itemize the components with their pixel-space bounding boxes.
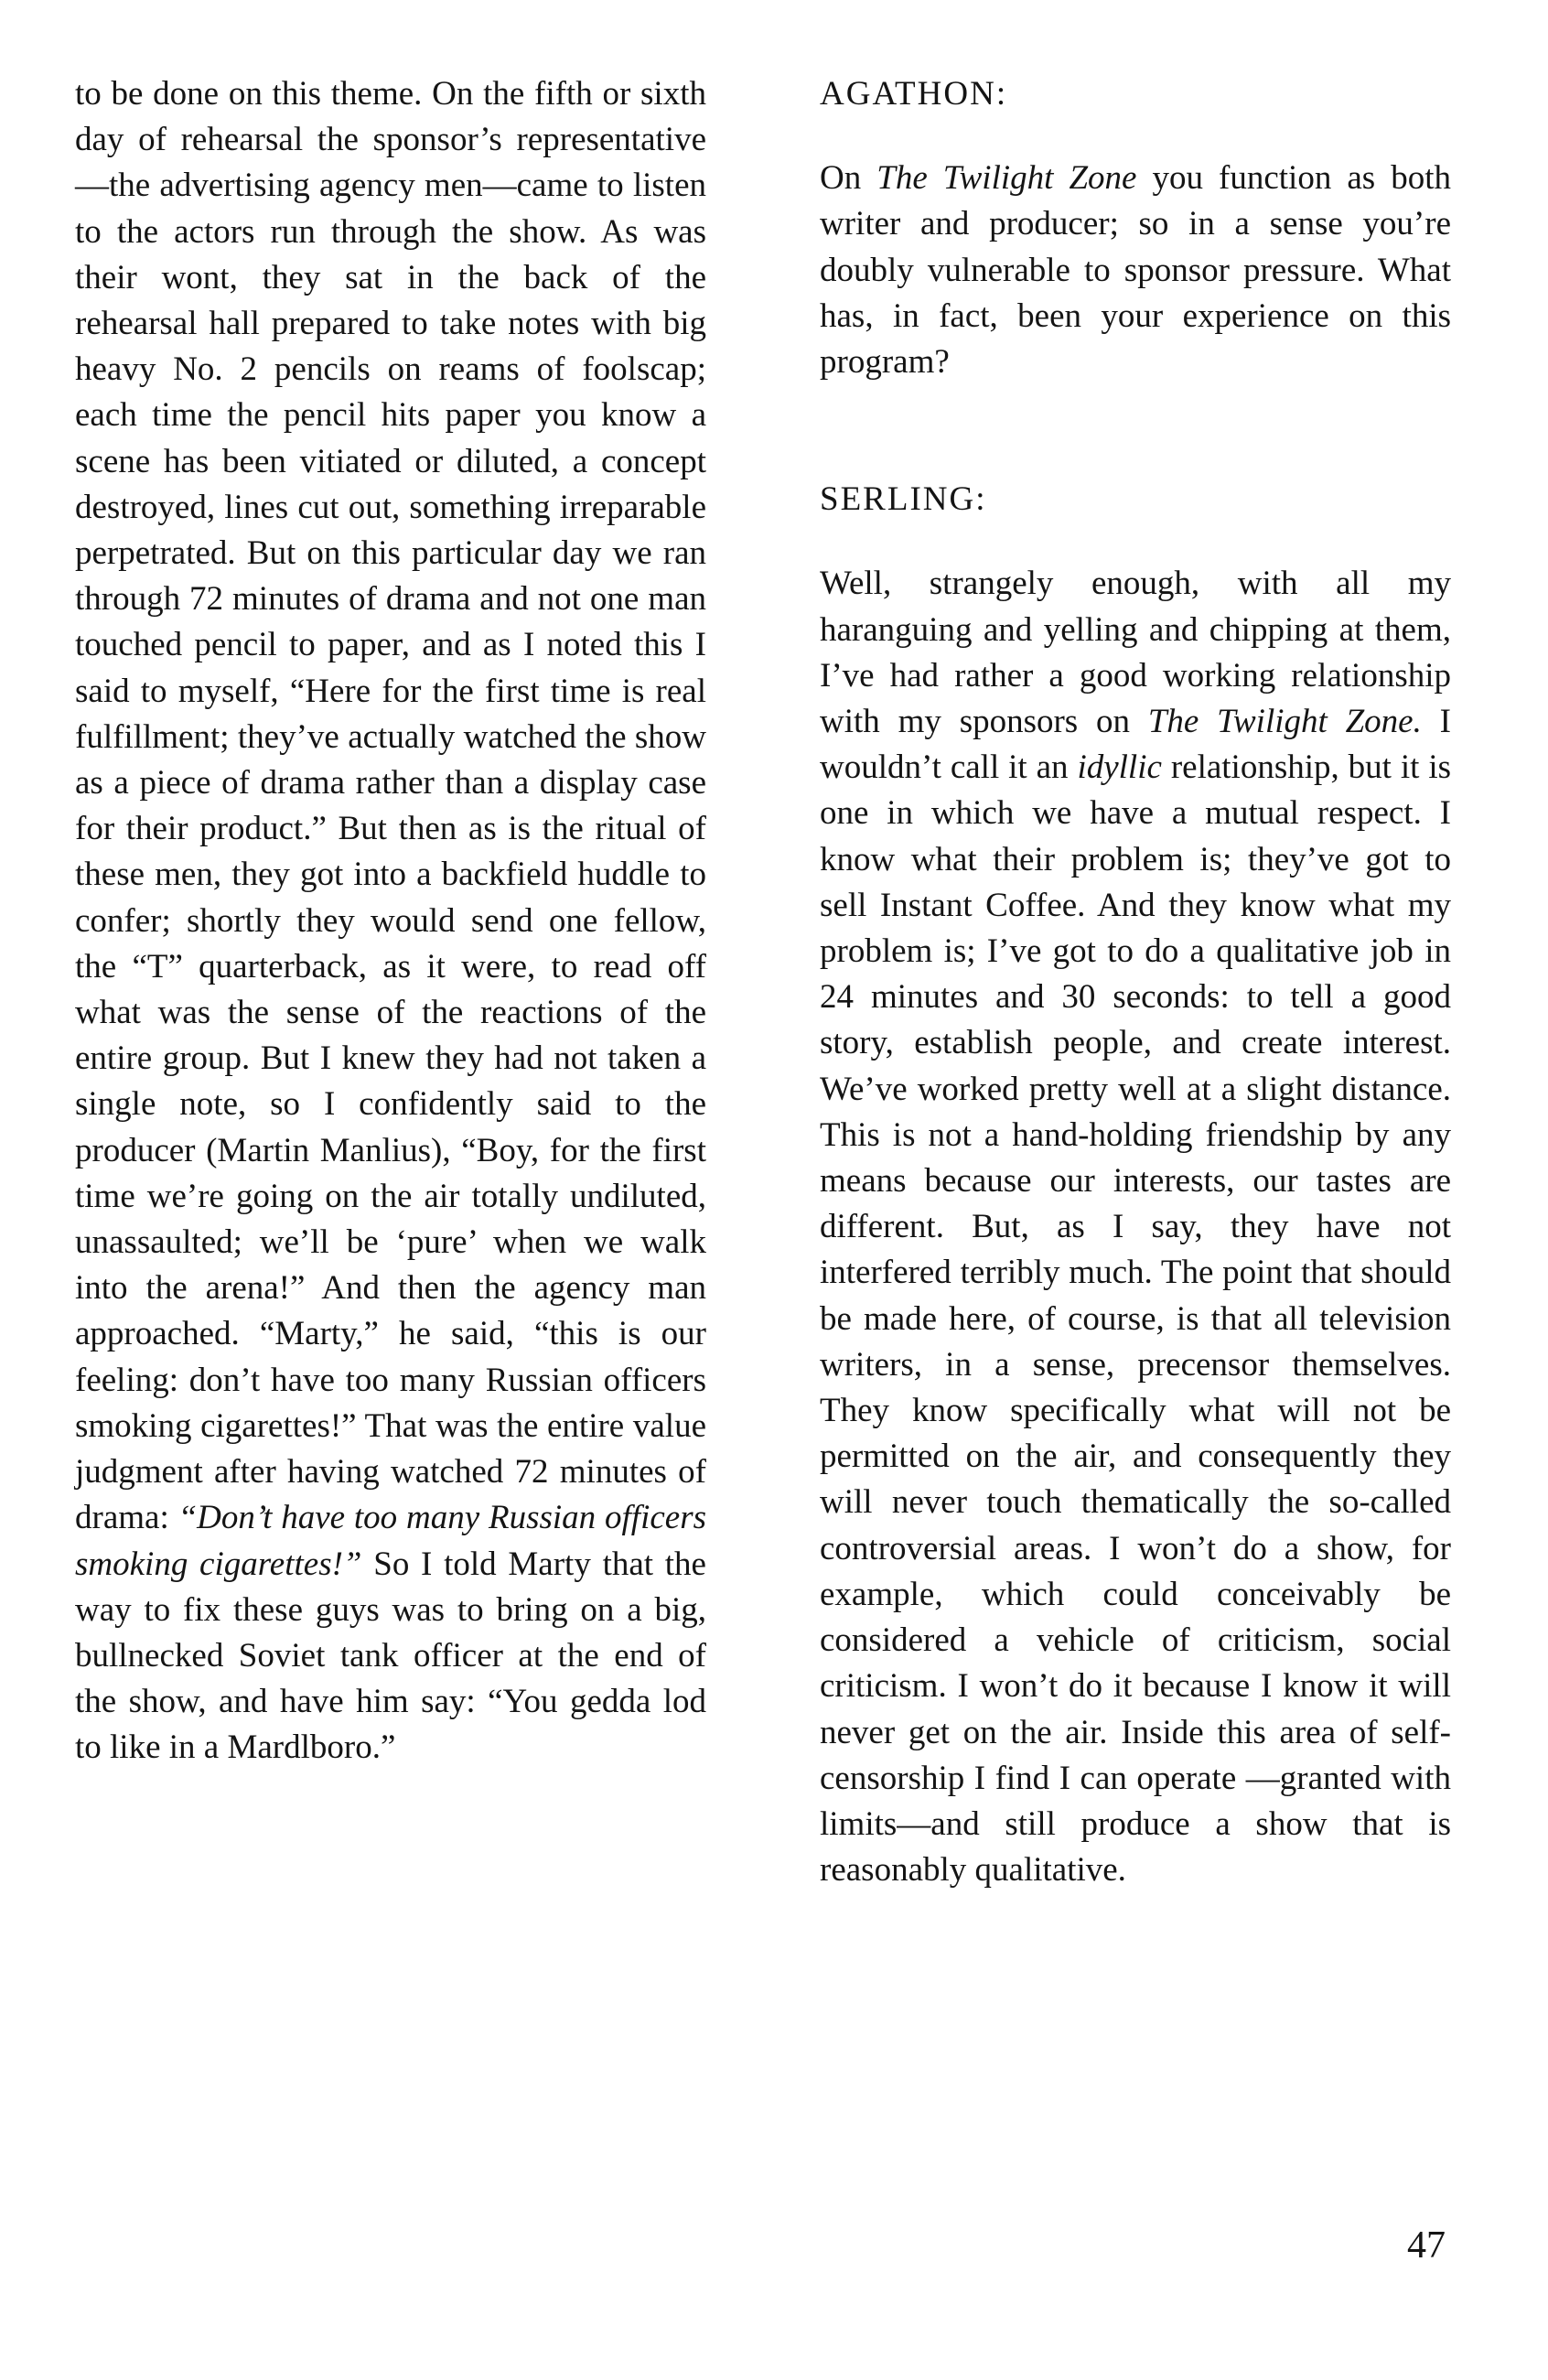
left-column — [75, 71, 706, 1772]
paragraph-text: relationship, but it is one in which we have a mutual respect. I know what their problem is; they’ve got to sell Instant Coffee. And they know what my problem is; I’ve got to do a qualitative job in 24 minutes and 30 seconds: to tell a good story, establish people, and create interest. We’ve worked pretty well at a slight distance. This is not a hand-holding friendship by any means because our interests, our tastes are different. But, as I say, they have not interfered terribly much. The point that should be made here, of course, is that all television writers, in a sense, precensor themselves. They know specifically what will not be permitted on the air, and consequently they will never touch thematically the so-called controversial areas. I won’t do a show, for example, which could conceivably be considered a vehicle of criticism, social criticism. I won’t do it because I know it will never get on the air. Inside this area of self-censorship I find I can operate —granted with limits—and still produce a show that is reasonably qualitative. — [820, 748, 1451, 1890]
right-column — [820, 71, 1451, 1893]
paragraph-text: to be done on this theme. On the fifth or sixth day of rehearsal the sponsor’s representative—the advertising agency men—came to listen to the actors run through the show. As was their wont, they sat in the back of the rehearsal hall prepared to take notes with big heavy No. 2 pencils on reams of foolscap; each time the pencil hits paper you know a scene has been vitiated or diluted, a concept destroyed, lines cut out, something irreparable perpetrated. But on this particular day we ran through 72 minutes of drama and not one man touched pencil to paper, and as I noted this I said to myself, “Here for the first time is real fulfillment; they’ve actually watched the show as a piece of drama rather than a display case for their product.” But then as is the ritual of these men, they got into a backfield huddle to confer; shortly they would send one fellow, the “T” quarterback, as it were, to read off what was the sense of the reactions of the entire group. But I knew they had not taken a single note, so I confidently said to the producer (Martin Manlius), “Boy, for the first time we’re going on the air totally undiluted, unassaulted; we’ll be ‘pure’ when we walk into the arena!” And then the agency man approached. “Marty,” he said, “this is our feeling: don’t have too many Russian officers smoking cigarettes!” That was the entire value judgment after having watched 72 minutes of drama: — [75, 75, 706, 1537]
spacer — [820, 522, 1451, 561]
paragraph-text: you function as both writer and producer; so in a sense you’re doubly vulnerable to sponsor pressure. What has, in fact, been your experience on this program? — [820, 159, 1451, 382]
spacer — [820, 117, 1451, 156]
question-paragraph — [820, 156, 1451, 385]
paragraph-text: Well, strangely enough, with all my haranguing and yelling and chipping at them, I’ve had rather a good working relationship with my sponsors on — [820, 565, 1451, 741]
body-paragraph — [75, 71, 706, 1772]
spacer — [820, 385, 1451, 477]
paragraph-text: On — [820, 159, 877, 198]
page-number: 47 — [1407, 2224, 1446, 2267]
speaker-label-agathon: AGATHON: — [820, 75, 1008, 113]
show-title: The Twilight Zone. — [1147, 703, 1422, 741]
speaker-label-serling: SERLING: — [820, 480, 987, 519]
emphasis-text: idyllic — [1077, 748, 1162, 787]
show-title: The Twilight Zone — [876, 159, 1137, 198]
paragraph-text: I wouldn’t call it an — [820, 703, 1451, 787]
quoted-italic-text: “Don’t have too many Russian officers smoking cigarettes!” — [75, 1499, 706, 1583]
paragraph-text: So I told Marty that the way to fix these guys was to bring on a big, bullnecked Soviet tank officer at the end of the show, and have him say: “You gedda lod to like in a Mardlboro.” — [75, 1545, 706, 1767]
answer-paragraph — [820, 561, 1451, 1893]
